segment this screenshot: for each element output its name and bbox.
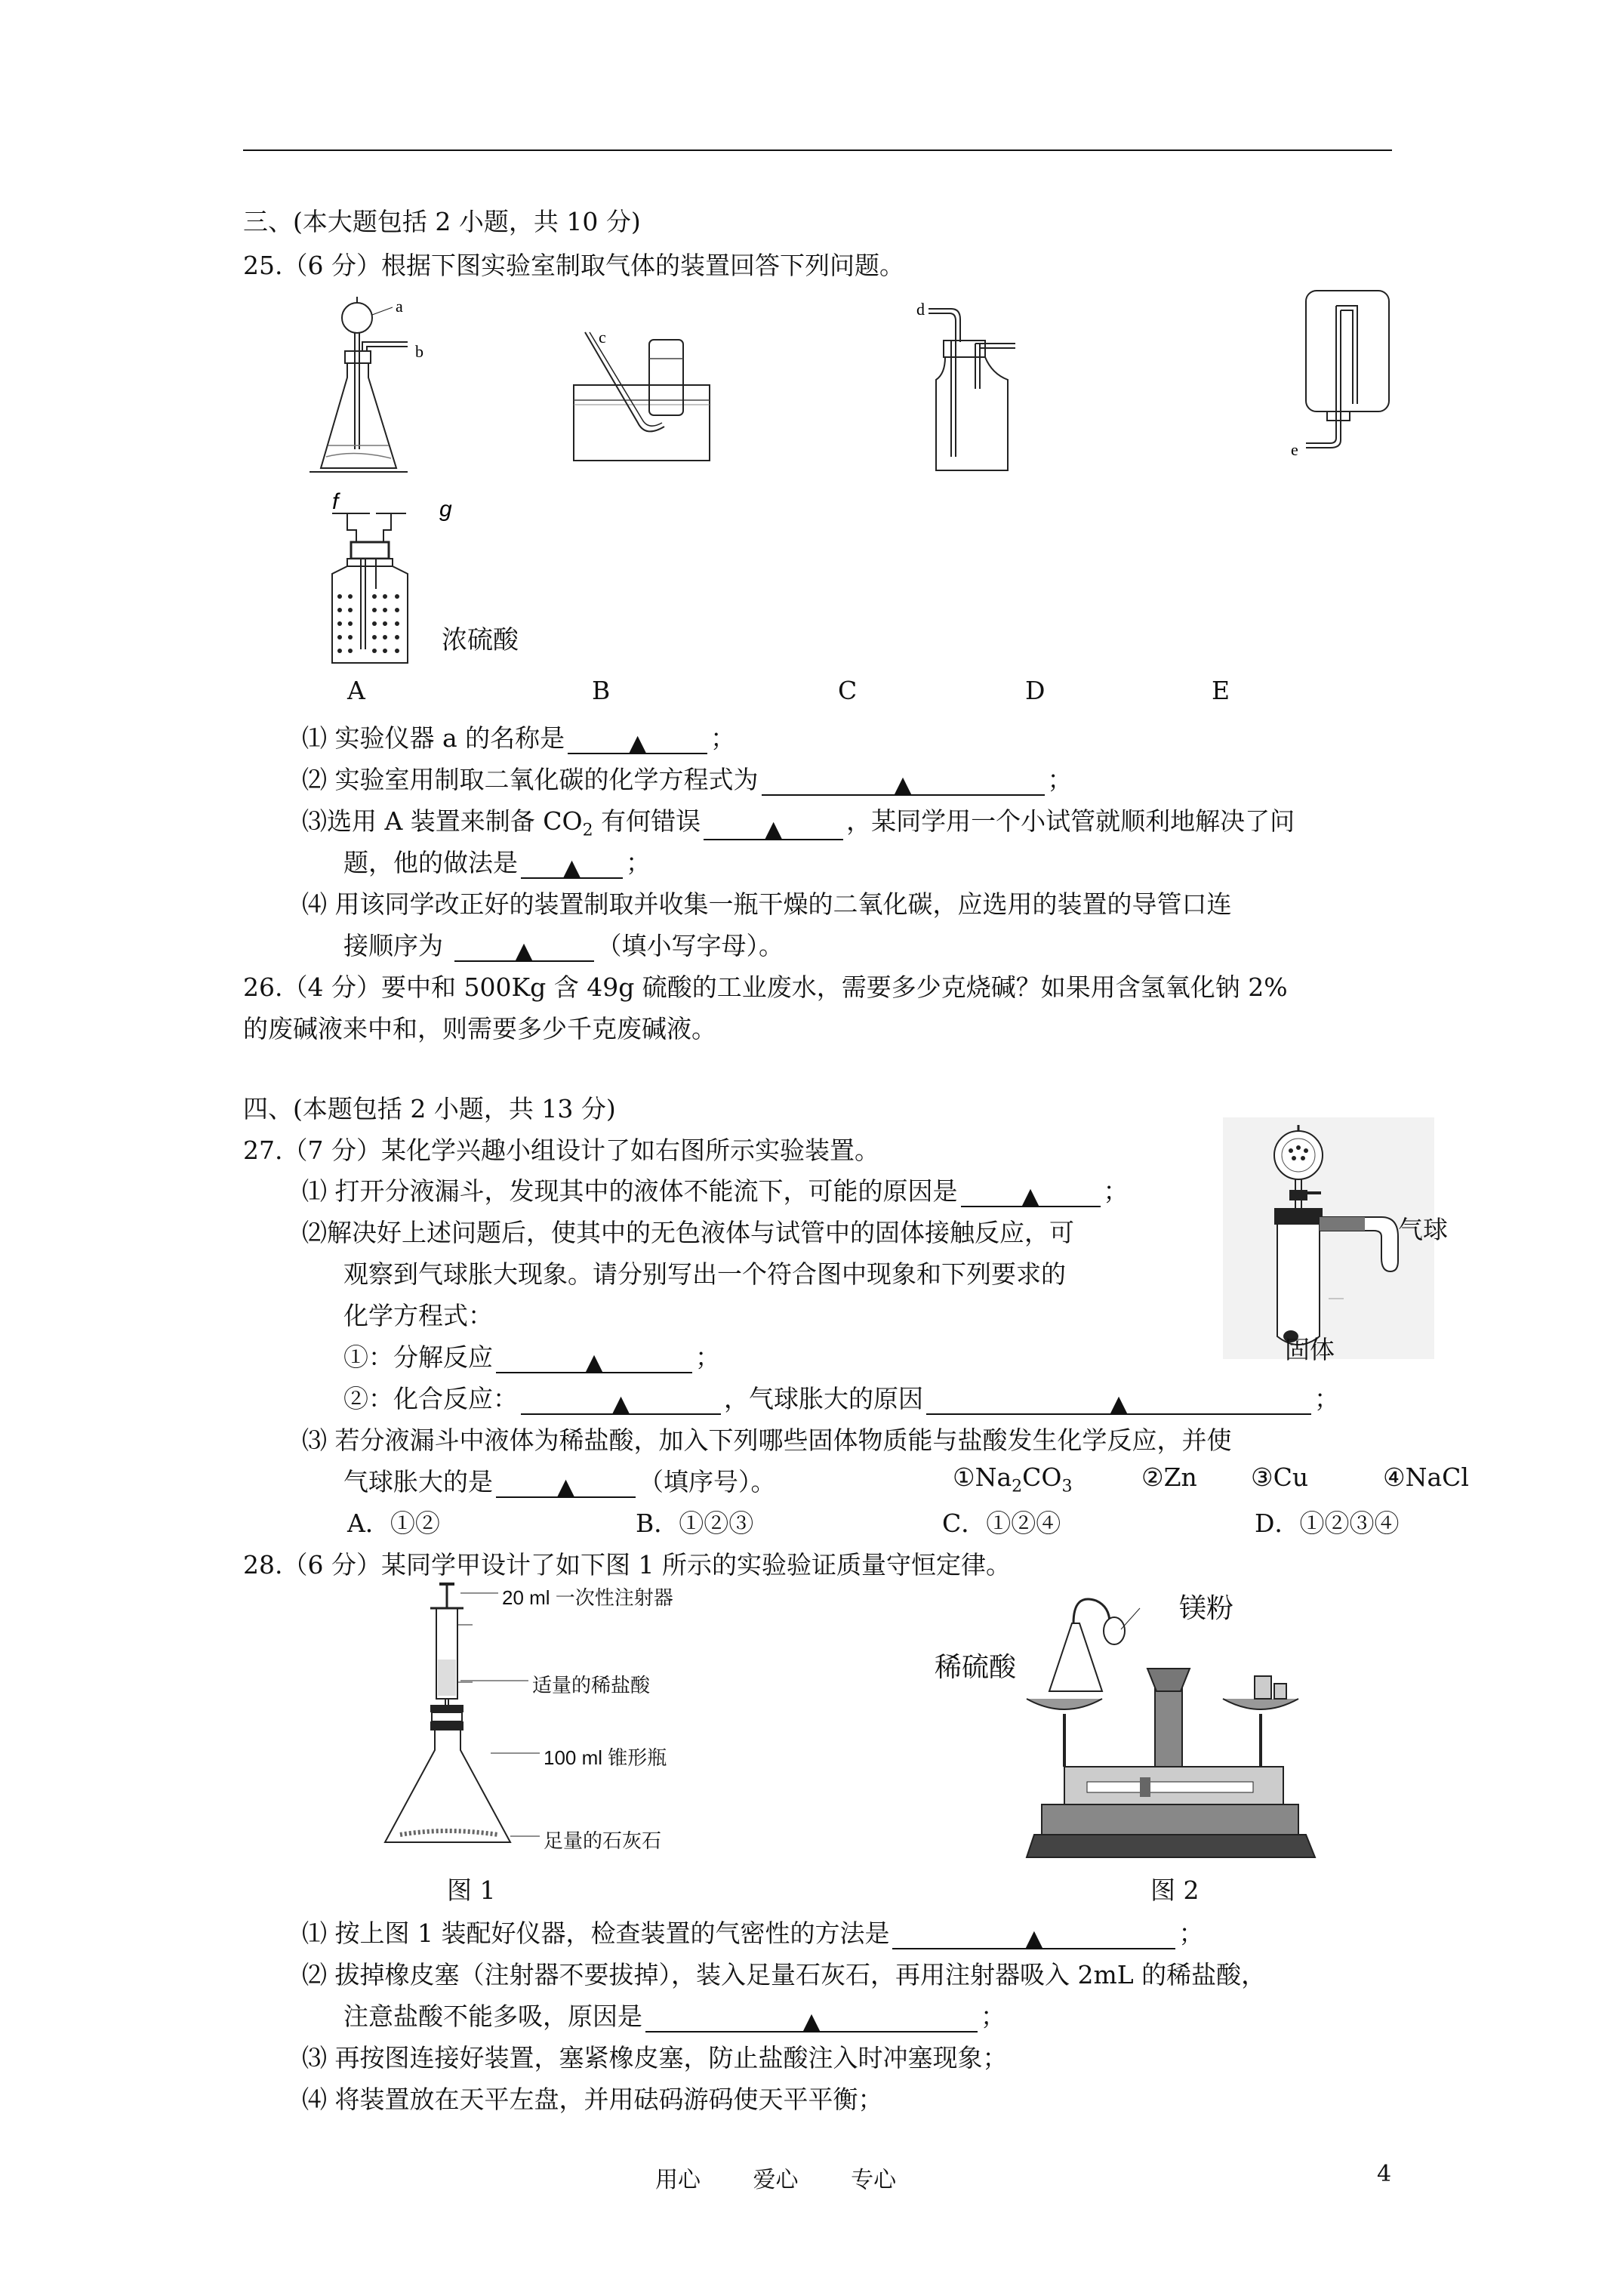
q27-item-3-line-2: 气球胀大的是 ▲ （填序号）。: [343, 1467, 776, 1500]
q28-item-4: ⑷ 将装置放在天平左盘，并用砝码游码使天平平衡；: [302, 2085, 883, 2114]
apparatus-label-d: D: [1025, 676, 1046, 705]
q25-item-3-cont: 题，他的做法是 ▲ ；: [343, 848, 651, 881]
footer-text: 用心 爱心 专心: [655, 2167, 897, 2193]
label-a: a: [396, 297, 403, 316]
q26-line-1: 26.（4 分）要中和 500Kg 含 49g 硫酸的工业废水，需要多少克烧碱？如果用含氢氧化钠 2%: [243, 972, 1288, 1002]
page-number: 4: [1377, 2161, 1392, 2187]
q28-item-2-line-1: ⑵ 拔掉橡皮塞（注射器不要拔掉），装入足量石灰石，再用注射器吸入 2mL 的稀盐酸，: [302, 1960, 1267, 1989]
q25-item-1: ⑴ 实验仪器 a 的名称是 ▲ ；: [302, 723, 736, 757]
section4-heading: 四、(本题包括 2 小题，共 13 分): [243, 1094, 616, 1123]
q27-option-1: $①Na_2CO_3$: [953, 1462, 1073, 1496]
apparatus-label-e: E: [1212, 676, 1230, 705]
answer-blank[interactable]: ▲: [926, 1388, 1311, 1415]
fig1-label-limestone: 足量的石灰石: [544, 1829, 662, 1852]
q27-choice-a[interactable]: A．①②: [347, 1509, 440, 1538]
apparatus-a-figure: [310, 298, 438, 479]
balloon-label: 气球: [1398, 1216, 1448, 1244]
q27-option-2: ②Zn: [1141, 1462, 1197, 1492]
q27-option-4: ④NaCl: [1383, 1462, 1469, 1492]
label-c: c: [599, 328, 606, 347]
label-e: e: [1291, 440, 1298, 459]
q27-item-1: ⑴ 打开分液漏斗，发现其中的液体不能流下，可能的原因是 ▲ ；: [302, 1176, 1129, 1210]
apparatus-label-b: B: [592, 676, 611, 705]
q27-item-2-line-3: 化学方程式：: [343, 1301, 493, 1330]
figure-2-balance: [1012, 1578, 1329, 1865]
fig2-label-sulfuric: 稀硫酸: [935, 1651, 1017, 1682]
answer-blank[interactable]: ▲: [892, 1922, 1175, 1949]
figure-1-caption: 图 1: [447, 1875, 496, 1905]
label-g: g: [439, 497, 452, 522]
q25-item-3: ⑶选用 A 装置来制备 $CO_2$ 有何错误 ▲ ，某同学用一个小试管就顺利地解决了问: [302, 806, 1295, 843]
answer-blank[interactable]: ▲: [521, 852, 623, 879]
apparatus-b-figure: [570, 325, 721, 476]
q27-option-3: ③Cu: [1251, 1462, 1309, 1492]
answer-blank[interactable]: ▲: [568, 727, 707, 754]
q27-item-2b: ②：化合反应： ▲ ，气球胀大的原因 ▲ ；: [343, 1384, 1339, 1417]
apparatus-label-a: A: [347, 676, 365, 705]
apparatus-label-c: C: [838, 676, 858, 705]
q25-title: 25.（6 分）根据下图实验室制取气体的装置回答下列问题。: [243, 251, 904, 280]
answer-blank[interactable]: ▲: [496, 1471, 636, 1498]
apparatus-c-figure: [913, 298, 1042, 479]
answer-blank[interactable]: ▲: [496, 1346, 692, 1373]
q27-choice-b[interactable]: B．①②③: [636, 1509, 754, 1538]
conc-sulfuric-acid-label: 浓硫酸: [442, 626, 519, 655]
fig1-label-acid: 适量的稀盐酸: [532, 1674, 651, 1697]
q28-item-1: ⑴ 按上图 1 装配好仪器，检查装置的气密性的方法是 ▲ ；: [302, 1918, 1204, 1952]
answer-blank[interactable]: ▲: [454, 935, 594, 962]
header-rule: [243, 149, 1392, 151]
answer-blank[interactable]: ▲: [762, 769, 1045, 796]
label-f: f: [332, 489, 339, 514]
q28-title: 28.（6 分）某同学甲设计了如下图 1 所示的实验验证质量守恒定律。: [243, 1550, 1011, 1579]
apparatus-e-figure: [325, 491, 453, 672]
q25-item-4-cont: 接顺序为 ▲ （填小写字母）。: [343, 931, 784, 964]
q26-line-2: 的废碱液来中和，则需要多少千克废碱液。: [243, 1014, 716, 1043]
label-d: d: [916, 300, 925, 319]
q27-item-2-line-1: ⑵解决好上述问题后，使其中的无色液体与试管中的固体接触反应，可: [302, 1218, 1074, 1247]
apparatus-d-figure: [1283, 283, 1412, 472]
fig2-label-magnesium: 镁粉: [1179, 1592, 1234, 1623]
answer-blank[interactable]: ▲: [521, 1388, 721, 1415]
section3-heading: 三、(本大题包括 2 小题，共 10 分): [243, 207, 641, 236]
q27-title: 27.（7 分）某化学兴趣小组设计了如右图所示实验装置。: [243, 1136, 879, 1165]
q25-item-2: ⑵ 实验室用制取二氧化碳的化学方程式为 ▲ ；: [302, 765, 1073, 798]
label-b: b: [415, 342, 423, 361]
figure-2-caption: 图 2: [1150, 1875, 1200, 1905]
q27-choice-c[interactable]: C．①②④: [942, 1509, 1061, 1538]
q27-choice-d[interactable]: D．①②③④: [1255, 1509, 1400, 1538]
answer-blank[interactable]: ▲: [645, 2005, 978, 2032]
q28-item-2-line-2: 注意盐酸不能多吸，原因是 ▲ ；: [343, 2002, 1006, 2035]
q27-item-2-line-2: 观察到气球胀大现象。请分别写出一个符合图中现象和下列要求的: [343, 1259, 1066, 1289]
q28-item-3: ⑶ 再按图连接好装置，塞紧橡皮塞，防止盐酸注入时冲塞现象；: [302, 2043, 1008, 2073]
solid-label: 固体: [1285, 1336, 1335, 1364]
q27-item-3-line-1: ⑶ 若分液漏斗中液体为稀盐酸，加入下列哪些固体物质能与盐酸发生化学反应，并使: [302, 1425, 1232, 1455]
q25-item-4: ⑷ 用该同学改正好的装置制取并收集一瓶干燥的二氧化碳，应选用的装置的导管口连: [302, 889, 1232, 919]
answer-blank[interactable]: ▲: [961, 1180, 1101, 1207]
fig1-label-flask: 100 ml 锥形瓶: [544, 1746, 667, 1769]
answer-blank[interactable]: ▲: [704, 813, 843, 840]
q27-item-2a: ①：分解反应 ▲ ；: [343, 1342, 720, 1376]
fig1-label-syringe: 20 ml 一次性注射器: [502, 1586, 673, 1609]
figure-1-syringe-flask: [377, 1578, 725, 1865]
